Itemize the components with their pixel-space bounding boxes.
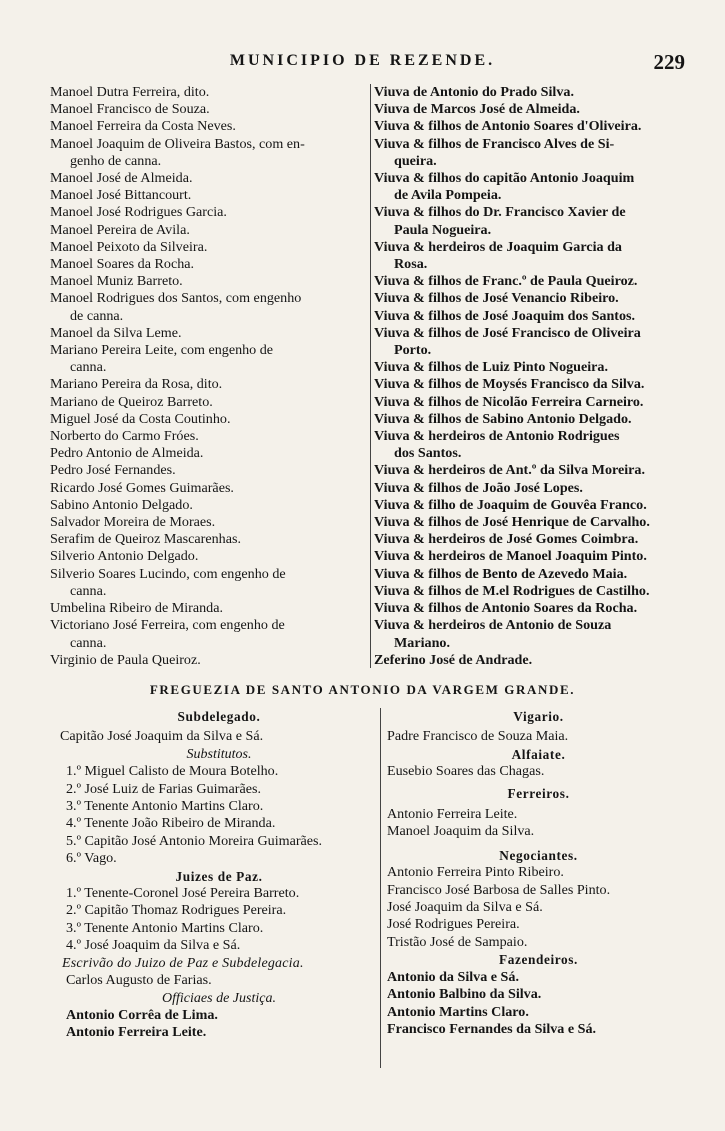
right-register-entry-line: Viuva & filhos de Sabino Antonio Delgado.	[374, 410, 632, 427]
negociante-item: Francisco José Barbosa de Salles Pinto.	[387, 881, 611, 898]
right-register-entry-line: Viuva & filhos do capitão Antonio Joaquim	[374, 170, 635, 187]
right-register-entry	[374, 204, 690, 238]
right-register-entry	[374, 136, 690, 170]
left-register-entry-line: Pedro José Fernandes.	[50, 462, 176, 479]
right-register-entry	[374, 359, 690, 376]
right-register-entry-line: Viuva & herdeiros de José Gomes Coimbra.	[374, 531, 639, 548]
right-register-entry-line: Viuva & herdeiros de Joaquim Garcia da	[374, 238, 622, 255]
vigario-name: Padre Francisco de Souza Maia.	[387, 728, 569, 745]
left-register-entry	[50, 84, 368, 101]
right-register-entry	[374, 411, 690, 428]
residents-column	[380, 708, 690, 1068]
left-register-entry-continuation: canna.	[70, 634, 107, 651]
juizes-list	[60, 885, 378, 955]
officiaes-list	[60, 1007, 378, 1042]
right-register-entry-line: Viuva & filho de Joaquim de Gouvêa Franco.	[374, 496, 647, 513]
left-register-entry	[50, 342, 368, 376]
alfaiate-heading: Alfaiate.	[511, 746, 566, 762]
right-register-entry-line: Viuva & filhos de Moysés Francisco da Silva.	[374, 376, 645, 393]
right-register-entry-continuation: dos Santos.	[394, 445, 462, 462]
negociantes-list	[387, 864, 690, 951]
left-register-entry-line: Sabino Antonio Delgado.	[50, 496, 193, 513]
ferreiro-item: Manoel Joaquim da Silva.	[387, 823, 535, 840]
vigario-heading: Vigario.	[513, 709, 564, 724]
right-register-entry	[374, 376, 690, 393]
left-register-entry-line: Manoel Rodrigues dos Santos, com engenho	[50, 290, 302, 307]
right-register-entry-line: Viuva & herdeiros de Antonio de Souza	[374, 617, 612, 634]
right-register-entry	[374, 600, 690, 617]
right-register-entry	[374, 170, 690, 204]
right-register-entry-continuation: queira.	[394, 152, 437, 169]
register-columns	[50, 84, 690, 668]
juiz-item: 2.º Capitão Thomaz Rodrigues Pereira.	[66, 902, 287, 919]
left-register-entry	[50, 256, 368, 273]
left-register-entry-line: Salvador Moreira de Moraes.	[50, 514, 216, 531]
right-register-entry-continuation: Paula Nogueira.	[394, 221, 492, 238]
fazendeiro-item: Antonio Balbino da Silva.	[387, 986, 542, 1003]
right-register-entry	[374, 617, 690, 651]
left-register-entry	[50, 531, 368, 548]
parish-section	[60, 708, 690, 1068]
substitutos-list	[60, 763, 378, 867]
right-register-entry	[374, 652, 690, 669]
right-register-entry-line: Viuva & filhos de João José Lopes.	[374, 479, 583, 496]
left-register-entry	[50, 652, 368, 669]
left-register-entry	[50, 222, 368, 239]
left-register-entry-line: Silverio Antonio Delgado.	[50, 548, 199, 565]
right-register-entry-line: Viuva & filhos de José Venancio Ribeiro.	[374, 290, 619, 307]
right-register-entry	[374, 394, 690, 411]
negociantes-heading: Negociantes.	[499, 847, 578, 863]
substitutos-heading: Substitutos.	[186, 746, 252, 762]
substituto-item: 5.º Capitão José Antonio Moreira Guimarães.	[66, 832, 323, 849]
left-register-entry	[50, 600, 368, 617]
ferreiro-item: Antonio Ferreira Leite.	[387, 806, 518, 823]
right-register-column	[370, 84, 690, 668]
left-register-entry	[50, 290, 368, 324]
fazendeiro-item: Francisco Fernandes da Silva e Sá.	[387, 1020, 597, 1037]
left-register-entry-line: Manoel da Silva Leme.	[50, 324, 182, 341]
right-register-entry	[374, 101, 690, 118]
left-register-entry	[50, 514, 368, 531]
ferreiros-list	[387, 802, 690, 841]
left-register-entry-line: Manoel Joaquim de Oliveira Bastos, com en-	[50, 135, 305, 152]
left-register-entry-line: Pedro Antonio de Almeida.	[50, 445, 204, 462]
left-register-entry	[50, 411, 368, 428]
authorities-column	[60, 708, 378, 1042]
left-register-entry	[50, 204, 368, 221]
right-register-entry	[374, 583, 690, 600]
right-register-entry-line: Viuva & filhos de Franc.º de Paula Queiroz.	[374, 273, 638, 290]
left-register-entry-line: Manoel Pereira de Avila.	[50, 221, 190, 238]
subdelegado-name: Capitão José Joaquim da Silva e Sá.	[60, 728, 264, 745]
left-register-entry	[50, 325, 368, 342]
left-register-entry-line: Mariano Pereira da Rosa, dito.	[50, 376, 223, 393]
left-register-entry-line: Norberto do Carmo Fróes.	[50, 428, 199, 445]
juiz-item: 3.º Tenente Antonio Martins Claro.	[66, 919, 264, 936]
left-register-entry	[50, 136, 368, 170]
alfaiate-name: Eusebio Soares das Chagas.	[387, 763, 545, 780]
right-register-entry-continuation: Rosa.	[394, 256, 428, 273]
substituto-item: 2.º José Luiz de Farias Guimarães.	[66, 780, 261, 797]
left-register-entry	[50, 170, 368, 187]
page-header	[0, 50, 725, 76]
right-register-entry-line: Viuva & filhos de Antonio Soares d'Oliveira.	[374, 118, 642, 135]
negociante-item: José Joaquim da Silva e Sá.	[387, 899, 543, 916]
left-register-entry	[50, 239, 368, 256]
left-register-entry	[50, 101, 368, 118]
right-register-entry-line: Viuva & filhos de Nicolão Ferreira Carneiro.	[374, 393, 644, 410]
left-register-entry-line: Silverio Soares Lucindo, com engenho de	[50, 565, 286, 582]
right-register-entry	[374, 308, 690, 325]
left-register-entry	[50, 617, 368, 651]
right-register-entry	[374, 531, 690, 548]
left-register-entry-line: Manoel Muniz Barreto.	[50, 273, 183, 290]
left-register-entry-line: Umbelina Ribeiro de Miranda.	[50, 600, 223, 617]
right-register-entry	[374, 273, 690, 290]
right-register-entry-line: Viuva & filhos de Antonio Soares da Rocha.	[374, 600, 638, 617]
section-title: FREGUEZIA DE SANTO ANTONIO DA VARGEM GRANDE.	[149, 682, 576, 697]
right-register-entry-line: Viuva & filhos do Dr. Francisco Xavier de	[374, 204, 626, 221]
left-register-column	[50, 84, 368, 668]
left-register-entry	[50, 548, 368, 565]
fazendeiro-item: Antonio Martins Claro.	[387, 1003, 529, 1020]
left-register-entry-line: Manoel Dutra Ferreira, dito.	[50, 84, 210, 100]
left-register-entry-continuation: canna.	[70, 582, 107, 599]
escrivao-name: Carlos Augusto de Farias.	[66, 972, 212, 989]
ferreiros-heading: Ferreiros.	[507, 785, 570, 801]
right-register-entry	[374, 462, 690, 479]
right-register-entry	[374, 239, 690, 273]
negociante-item: Tristão José de Sampaio.	[387, 933, 528, 950]
right-register-entry	[374, 84, 690, 101]
fazendeiro-item: Antonio da Silva e Sá.	[387, 968, 519, 985]
subdelegado-heading: Subdelegado.	[177, 709, 261, 724]
fazendeiros-list	[387, 969, 690, 1039]
substituto-item: 1.º Miguel Calisto de Moura Botelho.	[66, 763, 279, 780]
juiz-item: 1.º Tenente-Coronel José Pereira Barreto.	[66, 885, 300, 902]
left-register-entry	[50, 462, 368, 479]
negociante-item: Antonio Ferreira Pinto Ribeiro.	[387, 864, 564, 881]
fazendeiros-heading: Fazendeiros.	[499, 952, 578, 968]
left-register-entry	[50, 428, 368, 445]
negociante-item: José Rodrigues Pereira.	[387, 916, 520, 933]
escrivao-heading: Escrivão do Juizo de Paz e Subdelegacia.	[62, 955, 304, 971]
right-register-entry-line: Zeferino José de Andrade.	[374, 651, 533, 668]
right-register-entry-continuation: Porto.	[394, 342, 432, 359]
right-register-entry	[374, 290, 690, 307]
substituto-item: 3.º Tenente Antonio Martins Claro.	[66, 798, 264, 815]
left-register-entry-line: Serafim de Queiroz Mascarenhas.	[50, 531, 241, 548]
juizes-heading: Juizes de Paz.	[175, 868, 263, 884]
right-register-entry	[374, 428, 690, 462]
left-register-entry-line: Manoel Soares da Rocha.	[50, 256, 195, 273]
right-register-entry-line: Viuva & filhos de M.el Rodrigues de Castilho.	[374, 582, 650, 599]
left-register-entry-line: Mariano de Queiroz Barreto.	[50, 393, 213, 410]
right-register-entry-line: Viuva de Antonio do Prado Silva.	[374, 84, 574, 100]
right-register-entry-line: Viuva & filhos de José Francisco de Oliveira	[374, 324, 641, 341]
right-register-entry	[374, 548, 690, 565]
left-register-entry	[50, 273, 368, 290]
left-register-entry-line: Manoel José Rodrigues Garcia.	[50, 204, 227, 221]
right-register-entry	[374, 480, 690, 497]
left-register-entry	[50, 445, 368, 462]
right-register-entry-continuation: de Avila Pompeia.	[394, 187, 502, 204]
left-register-entry	[50, 566, 368, 600]
left-register-entry-line: Manoel José Bittancourt.	[50, 187, 192, 204]
left-register-entry	[50, 394, 368, 411]
left-register-entry-line: Victoriano José Ferreira, com engenho de	[50, 617, 285, 634]
left-register-entry-line: Manoel José de Almeida.	[50, 170, 193, 187]
left-register-entry	[50, 376, 368, 393]
right-register-entry-line: Viuva & filhos de José Joaquim dos Santos.	[374, 307, 636, 324]
right-register-entry-line: Viuva & herdeiros de Ant.º da Silva Moreira.	[374, 462, 645, 479]
right-register-entry	[374, 566, 690, 583]
left-register-entry-line: Mariano Pereira Leite, com engenho de	[50, 342, 274, 359]
left-register-entry	[50, 480, 368, 497]
left-register-entry-continuation: de canna.	[70, 307, 124, 324]
left-register-entry	[50, 497, 368, 514]
left-register-entry-line: Manoel Peixoto da Silveira.	[50, 238, 208, 255]
right-register-entry	[374, 497, 690, 514]
oficial-item: Antonio Ferreira Leite.	[66, 1024, 207, 1041]
right-register-entry-line: Viuva & filhos de Bento de Azevedo Maia.	[374, 565, 628, 582]
left-register-entry-line: Ricardo José Gomes Guimarães.	[50, 479, 234, 496]
right-register-entry-continuation: Mariano.	[394, 634, 450, 651]
right-register-entry-line: Viuva & filhos de Francisco Alves de Si-	[374, 135, 615, 152]
juiz-item: 4.º José Joaquim da Silva e Sá.	[66, 937, 241, 954]
right-register-entry	[374, 118, 690, 135]
page-title: MUNICIPIO DE REZENDE.	[229, 52, 496, 69]
officiaes-heading: Officiaes de Justiça.	[162, 990, 276, 1006]
left-register-entry	[50, 187, 368, 204]
left-register-entry-line: Manoel Ferreira da Costa Neves.	[50, 118, 236, 135]
right-register-entry-line: Viuva & filhos de Luiz Pinto Nogueira.	[374, 359, 608, 376]
left-register-entry-line: Virginio de Paula Queiroz.	[50, 651, 201, 668]
right-register-entry-line: Viuva & filhos de José Henrique de Carvalho.	[374, 514, 650, 531]
page-number: 229	[653, 50, 685, 74]
right-register-entry-line: Viuva de Marcos José de Almeida.	[374, 101, 580, 118]
left-register-entry-line: Manoel Francisco de Souza.	[50, 101, 210, 118]
left-register-entry-line: Miguel José da Costa Coutinho.	[50, 410, 231, 427]
right-register-entry-line: Viuva & herdeiros de Antonio Rodrigues	[374, 428, 620, 445]
left-register-entry-continuation: genho de canna.	[70, 152, 162, 169]
substituto-item: 4.º Tenente João Ribeiro de Miranda.	[66, 815, 276, 832]
left-register-entry-continuation: canna.	[70, 359, 107, 376]
oficial-item: Antonio Corrêa de Lima.	[66, 1006, 218, 1023]
substituto-item: 6.º Vago.	[66, 850, 117, 867]
left-register-entry	[50, 118, 368, 135]
right-register-entry	[374, 514, 690, 531]
right-register-entry	[374, 325, 690, 359]
right-register-entry-line: Viuva & herdeiros de Manoel Joaquim Pinto.	[374, 548, 647, 565]
